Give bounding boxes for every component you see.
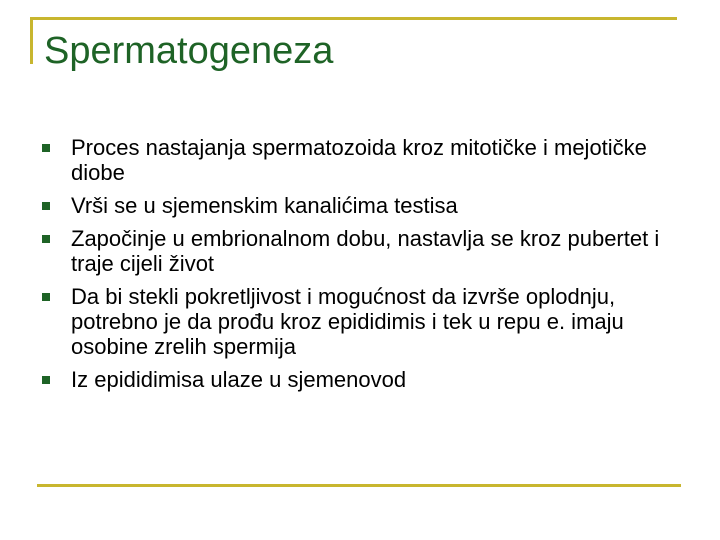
slide-title: Spermatogeneza <box>44 30 334 72</box>
bullet-item <box>42 367 692 392</box>
top-border-line <box>30 17 677 20</box>
square-bullet-icon <box>42 293 50 301</box>
bullet-item <box>42 226 692 276</box>
bullet-item <box>42 193 692 218</box>
square-bullet-icon <box>42 202 50 210</box>
bottom-border-line <box>37 484 681 487</box>
square-bullet-icon <box>42 376 50 384</box>
bullet-text: Vrši se u sjemenskim kanalićima testisa <box>71 193 458 218</box>
left-border-line <box>30 17 33 64</box>
bullet-text: Započinje u embrionalnom dobu, nastavlja se kroz pubertet i traje cijeli život <box>71 226 660 276</box>
bullet-list <box>42 135 692 400</box>
square-bullet-icon <box>42 235 50 243</box>
bullet-text: Iz epididimisa ulaze u sjemenovod <box>71 367 407 392</box>
square-bullet-icon <box>42 144 50 152</box>
bullet-text: Proces nastajanja spermatozoida kroz mitotičke i mejotičke diobe <box>71 135 647 185</box>
bullet-item <box>42 135 692 185</box>
bullet-text: Da bi stekli pokretljivost i mogućnost da izvrše oplodnju, potrebno je da prođu kroz epididimis i tek u repu e. imaju osobine zrelih spermija <box>71 284 624 359</box>
bullet-item <box>42 284 692 359</box>
